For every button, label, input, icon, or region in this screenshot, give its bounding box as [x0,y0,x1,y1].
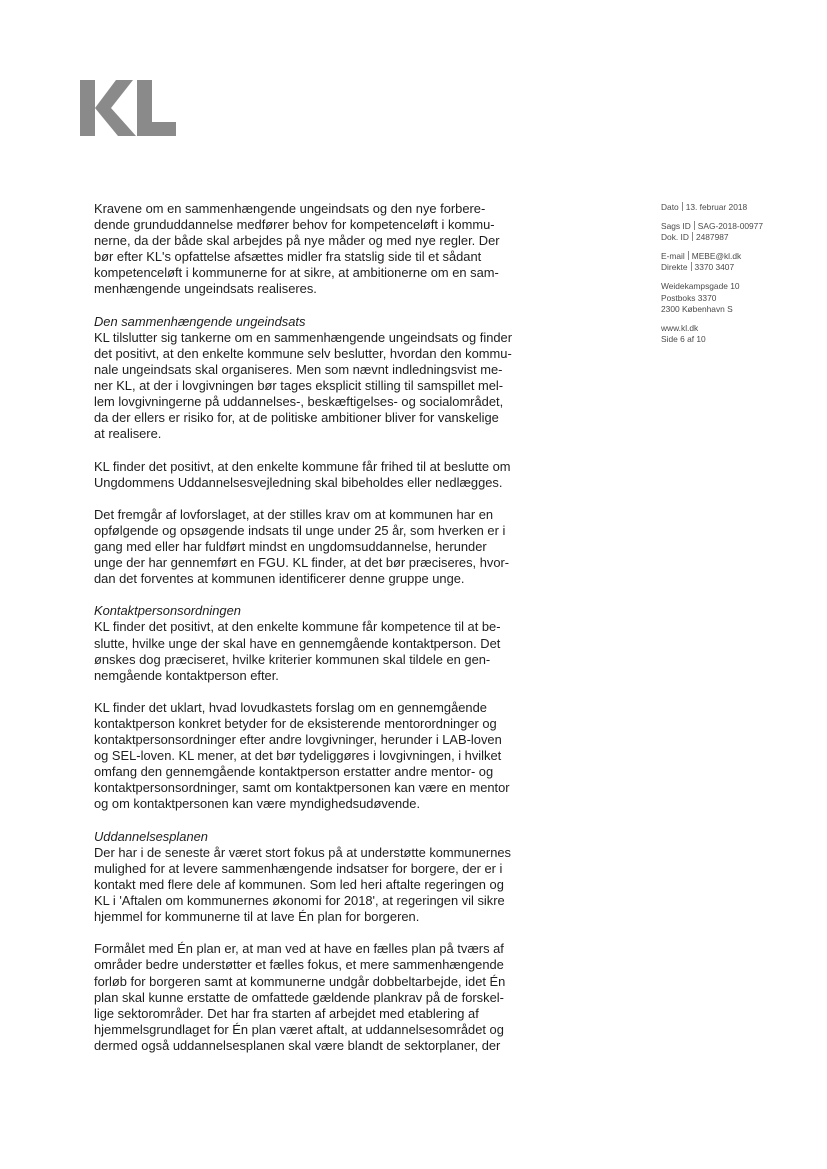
page-number: Side 6 af 10 [661,333,706,344]
direkte-label: Direkte [661,262,688,273]
paragraph [94,330,552,443]
sags-id-row [661,221,811,232]
text-line: lem lovgivningerne på uddannelses-, beskæftigelses- og socialområdet, [94,394,504,410]
text-line: menhængende ungeindsats realiseres. [94,281,317,297]
text-line: KL finder det positivt, at den enkelte kommune får kompetence til at be- [94,619,501,635]
text-line: kontaktpersonsordninger efter andre lovgivninger, herunder i LAB-loven [94,732,502,748]
text-line: hjemmel for kommunerne til at lave Én plan for borgeren. [94,909,420,925]
text-line: nemgående kontaktperson efter. [94,667,279,683]
text-line: KL i 'Aftalen om kommunernes økonomi for 2018', at regeringen vil sikre [94,893,505,909]
text-line: dan det forventes at kommunen identificerer denne gruppe unge. [94,571,465,587]
text-line: Det fremgår af lovforslaget, at der stilles krav om at kommunen har en [94,506,494,522]
text-line: unge der har gennemført en FGU. KL finder, at det bør præciseres, hvor- [94,555,510,571]
sags-id-label: Sags ID [661,221,691,232]
text-line: Ungdommens Uddannelsesvejledning skal bibeholdes eller nedlægges. [94,474,503,490]
text-line: kompetenceløft i kommunerne for at sikre, at ambitionerne om en sam- [94,265,499,281]
section-heading: Uddannelsesplanen [94,828,208,844]
email-value[interactable]: MEBE@kl.dk [691,251,742,262]
text-line: KL finder det uklart, hvad lovudkastets forslag om en gennemgående [94,699,487,715]
email-row [661,251,811,262]
paragraph [94,700,552,813]
text-line: at realisere. [94,426,162,442]
kl-logo-mark [80,78,176,138]
text-line: det positivt, at den enkelte kommune selv beslutter, hvordan den kommu- [94,345,512,361]
text-line: forløb for borgeren samt at kommunerne undgår dobbeltarbejde, idet Én [94,973,506,989]
text-line: nale ungeindsats skal organiseres. Men som nævnt indledningsvist me- [94,361,503,377]
text-line: mulighed for at levere sammenhængende indsatser for borgere, der er i [94,860,503,876]
paragraph [94,845,552,925]
text-line: Der har i de seneste år været stort fokus på at understøtte kommunernes [94,844,511,860]
kl-logo [80,78,176,138]
text-line: slutte, hvilke unge der skal have en gennemgående kontaktperson. Det [94,635,501,651]
section-heading: Den sammenhængende ungeindsats [94,313,306,329]
dok-id-label: Dok. ID [661,232,689,243]
date-row [661,202,811,213]
direkte-row [661,262,811,273]
text-line: ønskes dog præciseret, hvilke kriterier kommunen skal tildele en gen- [94,651,491,667]
text-line: omfang den gennemgående kontaktperson erstatter andre mentor- og [94,764,494,780]
text-line: KL tilslutter sig tankerne om en sammenhængende ungeindsats og finder [94,329,513,345]
text-line: opfølgende og opsøgende indsats til unge under 25 år, som hverken er i [94,522,506,538]
address-line: 2300 København S [661,303,733,314]
address-line: Weidekampsgade 10 [661,281,740,292]
date-label: Dato [661,202,679,212]
text-line: og SEL-loven. KL mener, at det bør tydeliggøres i lovgivningen, i hvilket [94,748,502,764]
text-line: ner KL, at der i lovgivningen bør tages eksplicit stilling til samspillet mel- [94,378,504,394]
text-line: områder bedre understøtter et fælles fokus, et mere sammenhængende [94,957,504,973]
date-value: 13. februar 2018 [685,202,748,212]
paragraph [94,201,552,298]
letter-body [94,201,552,1070]
text-line: kontakt med flere dele af kommunen. Som led heri aftalte regeringen og [94,876,504,892]
text-line: og om kontaktpersonen kan være myndighedsudøvende. [94,796,421,812]
text-line: dermed også uddannelsesplanen skal være blandt de sektorplaner, der [94,1037,501,1053]
text-line: gang med eller har fuldført mindst en ungdomsuddannelse, herunder [94,538,487,554]
text-line: kontaktperson konkret betyder for de eksisterende mentorordninger og [94,716,497,731]
section-heading: Kontaktpersonsordningen [94,603,241,619]
text-line: Formålet med Én plan er, at man ved at have en fælles plan på tværs af [94,941,504,957]
website-link[interactable]: www.kl.dk [661,322,699,333]
text-line: KL finder det positivt, at den enkelte kommune får frihed til at beslutte om [94,458,511,474]
direkte-value: 3370 3407 [694,262,735,273]
paragraph [94,507,552,587]
email-label: E-mail [661,251,685,262]
text-line: plan skal kunne erstatte de omfattede gældende plankrav på de forskel- [94,989,504,1005]
text-line: lige sektorområder. Det har fra starten af arbejdet med etablering af [94,1005,479,1021]
text-line: nerne, da der både skal arbejdes på nye måder og med nye regler. Der [94,233,500,249]
text-line: dende grunduddannelse medfører behov for kompetenceløft i kommu- [94,217,495,233]
dok-id-row [661,232,811,243]
address-line: Postboks 3370 [661,292,717,303]
sags-id-value: SAG-2018-00977 [697,221,763,232]
letter-metadata [661,202,811,345]
text-line: da der ellers er risiko for, at de politiske ambitioner bliver for vanskelige [94,410,499,426]
paragraph [94,619,552,683]
paragraph [94,459,552,491]
text-line: hjemmelsgrundlaget for Én plan været aftalt, at uddannelsesområdet og [94,1021,504,1037]
paragraph [94,941,552,1054]
text-line: kontaktpersonsordninger, samt om kontaktpersonen kan være en mentor [94,780,510,796]
text-line: Kravene om en sammenhængende ungeindsats og den nye forbere- [94,201,486,216]
dok-id-value: 2487987 [695,232,729,243]
text-line: bør efter KL's opfattelse afsættes midler fra statslig side til et sådant [94,249,482,265]
